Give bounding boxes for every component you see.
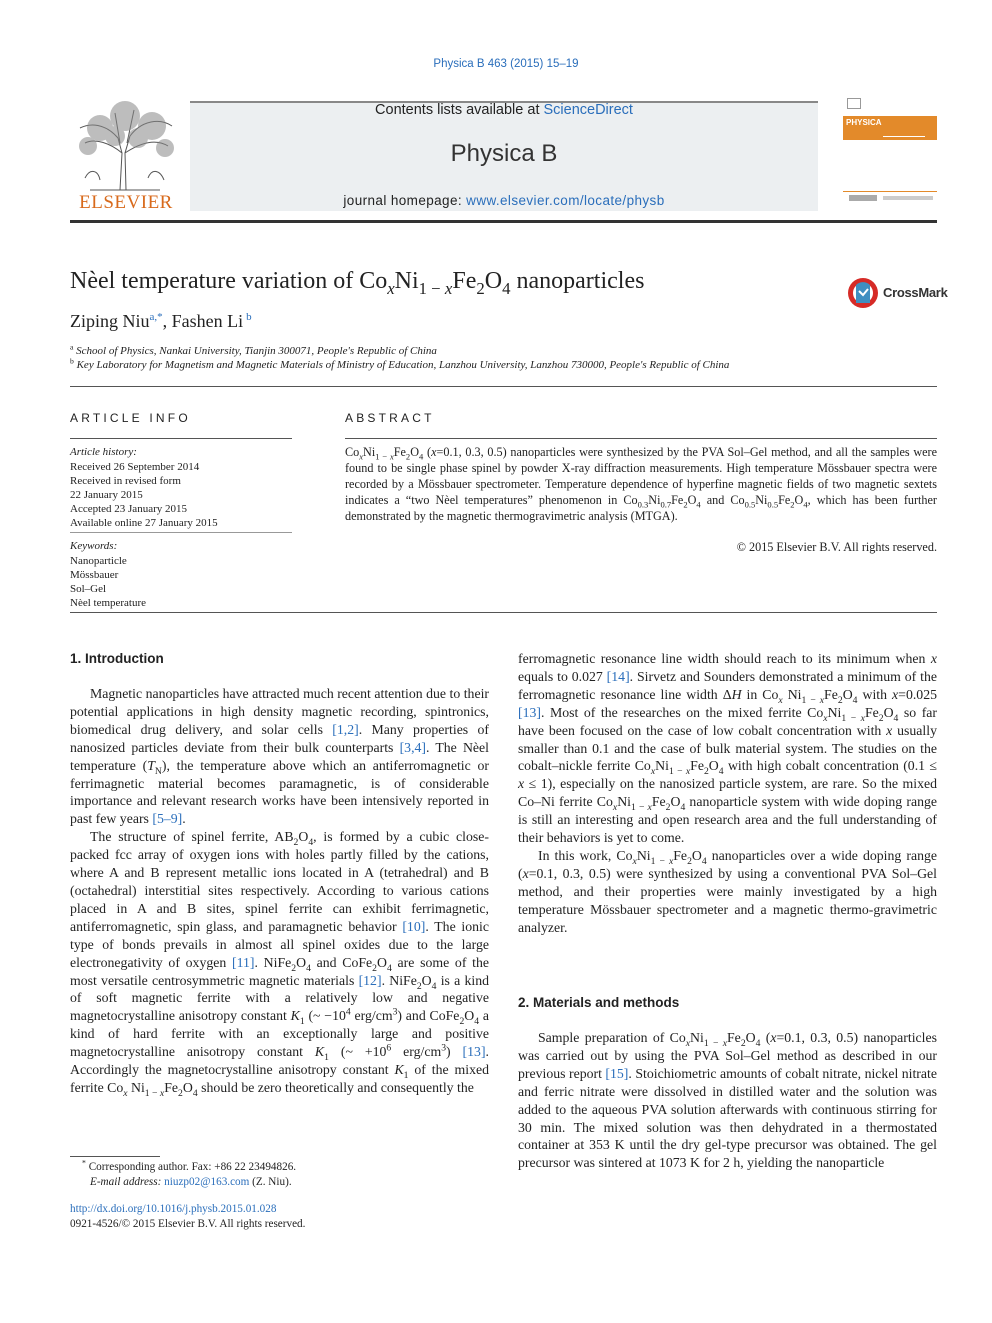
crossmark-badge[interactable] [846,277,948,309]
issn-copyright: 0921-4526/© 2015 Elsevier B.V. All rights reserved. [70,1218,306,1230]
journal-name: Physica B [450,140,558,167]
author-name[interactable]: Ziping Niu [70,311,150,331]
journal-cover-thumbnail[interactable] [843,96,937,212]
keyword-list [70,554,146,610]
footnote-rule [70,1156,160,1157]
elsevier-wordmark[interactable]: ELSEVIER [79,192,173,213]
crossmark-label: CrossMark [883,285,948,300]
affiliation-b: $^b$ Key Laboratory for Magnetism and Magnetic Materials of Ministry of Education, Lanzhou University, Lanzhou 730000, People's Republic of China [70,356,730,371]
elsevier-tree-logo [70,98,182,193]
abstract-body: $Co_xNi_{1 - x}Fe_2O_4$ (x=0.1, 0.3, 0.5) nanoparticles were synthesized by the PVA Sol–Gel method, and all the samples were found to be single phase spinel by powder X-ray diffraction measurements. High temperature Mössbauer spectra were recorded by a Mössbauer spectrometer. Temperature dependence of hyperfine magnetic fields of two magnetic sextets indicates a “two Nèel temperatures” phenomenon in $Co_{0.3}Ni_{0.7}Fe_2O_4$ and $Co_{0.5}Ni_{0.5}Fe_2O_4$, which has been further demonstrated by the magnetic thermogravimetric analysis (MTGA). [345,445,938,523]
front-matter-rule [70,612,937,613]
author-list: Ziping Niu$^{a,*}$, Fashen Li $^b$ [70,311,252,331]
section-heading-methods: 2. Materials and methods [518,995,680,1010]
affiliation-rule [70,386,937,387]
cover-label: PHYSICA [846,118,882,127]
journal-homepage: journal homepage: www.elsevier.com/locate/physb [343,193,665,208]
email-note: E-mail address: niuzp02@163.com (Z. Niu). [90,1176,292,1188]
section-heading-introduction: 1. Introduction [70,651,164,666]
article-title: Nèel temperature variation of $Co_xNi_{1 - x}Fe_2O_4$ nanoparticles [70,268,645,298]
sciencedirect-link[interactable]: ScienceDirect [543,102,633,118]
keyword: Nanoparticle [70,555,127,567]
keywords-rule [70,532,292,533]
history-entry: 22 January 2015 [70,489,143,501]
abstract-copyright: © 2015 Elsevier B.V. All rights reserved. [736,540,937,554]
keyword: Mössbauer [70,569,119,581]
history-entry: Accepted 23 January 2015 [70,503,187,515]
author-email-link[interactable]: niuzp02@163.com [164,1176,250,1188]
doi-link[interactable]: http://dx.doi.org/10.1016/j.physb.2015.01.028 [70,1203,277,1215]
contents-available: Contents lists available at ScienceDirect [375,102,633,118]
author-affiliation-mark[interactable]: a,* [149,311,163,323]
keyword: Sol–Gel [70,583,107,595]
introduction-right-column: ferromagnetic resonance line width should reach to its minimum when x equals to 0.027 [14]. Sirvetz and Sounders demonstrated a minimum of the ferromagnetic resonance line width ΔH in $Co_x$ $Ni_{1 - x}Fe_2O_4$ with x=0.025 [13]. Most of the researches on the mixed ferrite $Co_xNi_{1 - x}Fe_2O_4$ so far have been focused on the case of low cobalt concentration with x usually smaller than 0.1 and the case of bulk material system. The studies on the cobalt–nickle ferrite $Co_xNi_{1 - x}Fe_2O_4$ with high cobalt concentration (0.1 ≤ x ≤ 1), especially on the nanosized particle system, are rare. So the mixed Co–Ni ferrite $Co_xNi_{1 - x}Fe_2O_4$ nanoparticle system with wide doping range is still an interesting and open research area and the full understanding of their behaviors is yet to come. In this work, $Co_xNi_{1 - x}Fe_2O_4$ nanoparticles over a wide doping range (x=0.1, 0.3, 0.5) were synthesized by using a conventional PVA Sol–Gel method, and their properties were mainly investigated by a high temperature Mössbauer spectrometer and a magnetic thermo-gravimetric analyzer. [518,651,938,935]
header-bottom-rule [70,220,937,223]
introduction-left-column: Magnetic nanoparticles have attracted much recent attention due to their potential applications in high density magnetic recording, spintronics, biomedical drug delivery, and solar cells [1,2]. Many properties of nanosized particles deviate from their bulk counterparts [3,4]. The Nèel temperature $(T_N)$, the temperature above which an antiferromagnetic or ferrimagnetic material becomes paramagnetic, is of considerable importance and relevant research works have been intensively reported in past few years [5–9]. The structure of spinel ferrite, $AB_2O_4$, is formed by a cubic close-packed fcc array of oxygen ions with holes partly filled by the cations, where A and B represent metallic ions located in A (tetrahedral) and B (octahedral) interstitial sites respectively. According to various cations placed in A and B sites, spinel ferrite can exhibit ferrimagnetic, antiferromagnetic, spin glass, and paramagnetic behavior [10]. The ionic type of bonds prevails in almost all spinel oxides due to the large electronegativity of oxygen [11]. $NiFe_2O_4$ and $CoFe_2O_4$ are some of the most versatile centrosymmetric magnetic materials [12]. $NiFe_2O_4$ is a kind of soft magnetic ferrite with a relatively low and negative magnetocrystalline anisotropy constant $K_1$ (~ $-10^4$ erg/$cm^3$) and $CoFe_2O_4$ a kind of hard ferrite with an exceptionally large and positive magnetocrystalline anisotropy constant $K_1$ (~ $+10^6$ erg/$cm^3$) [13]. Accordingly the magnetocrystalline anisotropy constant $K_1$ of the mixed ferrite $Co_x$ $Ni_{1 - x}Fe_2O_4$ should be zero theoretically and consequently the [70,686,490,1099]
corresponding-author-note: * Corresponding author. Fax: +86 22 23494826. [82,1158,297,1173]
article-info-rule [70,438,292,439]
abstract-rule [345,438,937,439]
article-info-heading: ARTICLE INFO [70,411,191,425]
history-entry: Received 26 September 2014 [70,461,200,473]
author-name[interactable]: Fashen Li [171,311,244,331]
journal-citation[interactable]: Physica B 463 (2015) 15–19 [433,58,579,70]
history-entry: Received in revised form [70,475,181,487]
abstract-heading: ABSTRACT [345,411,435,425]
keyword: Nèel temperature [70,597,147,609]
keywords-label: Keywords: [70,540,118,552]
crossmark-icon [846,277,880,309]
methods-body: Sample preparation of $Co_xNi_{1 - x}Fe_2O_4$ (x=0.1, 0.3, 0.5) nanoparticles was carried out by using the PVA Sol–Gel method as described in our previous report [15]. Stoichiometric amounts of cobalt nitrate, nickel nitrate and ferric nitrate were dissolved in distilled water and the solution was added to the aqueous PVA solution afterwards with continuous stirring for 30 min. The mixed solution was then dehydrated in a thermostated container at 353 K until the dry gel-type precursor was obtained. The gel precursor was sintered at 1073 K for 2 h, yielding the nanoparticle [518,1030,937,1171]
author-affiliation-mark[interactable]: b [246,311,252,323]
affiliation-a: $^a$ School of Physics, Nankai University, Tianjin 300071, People's Republic of China [70,342,437,357]
history-entry: Available online 27 January 2015 [70,517,218,529]
history-list [70,460,218,530]
history-label: Article history: [70,446,137,458]
homepage-link[interactable]: www.elsevier.com/locate/physb [466,193,665,208]
